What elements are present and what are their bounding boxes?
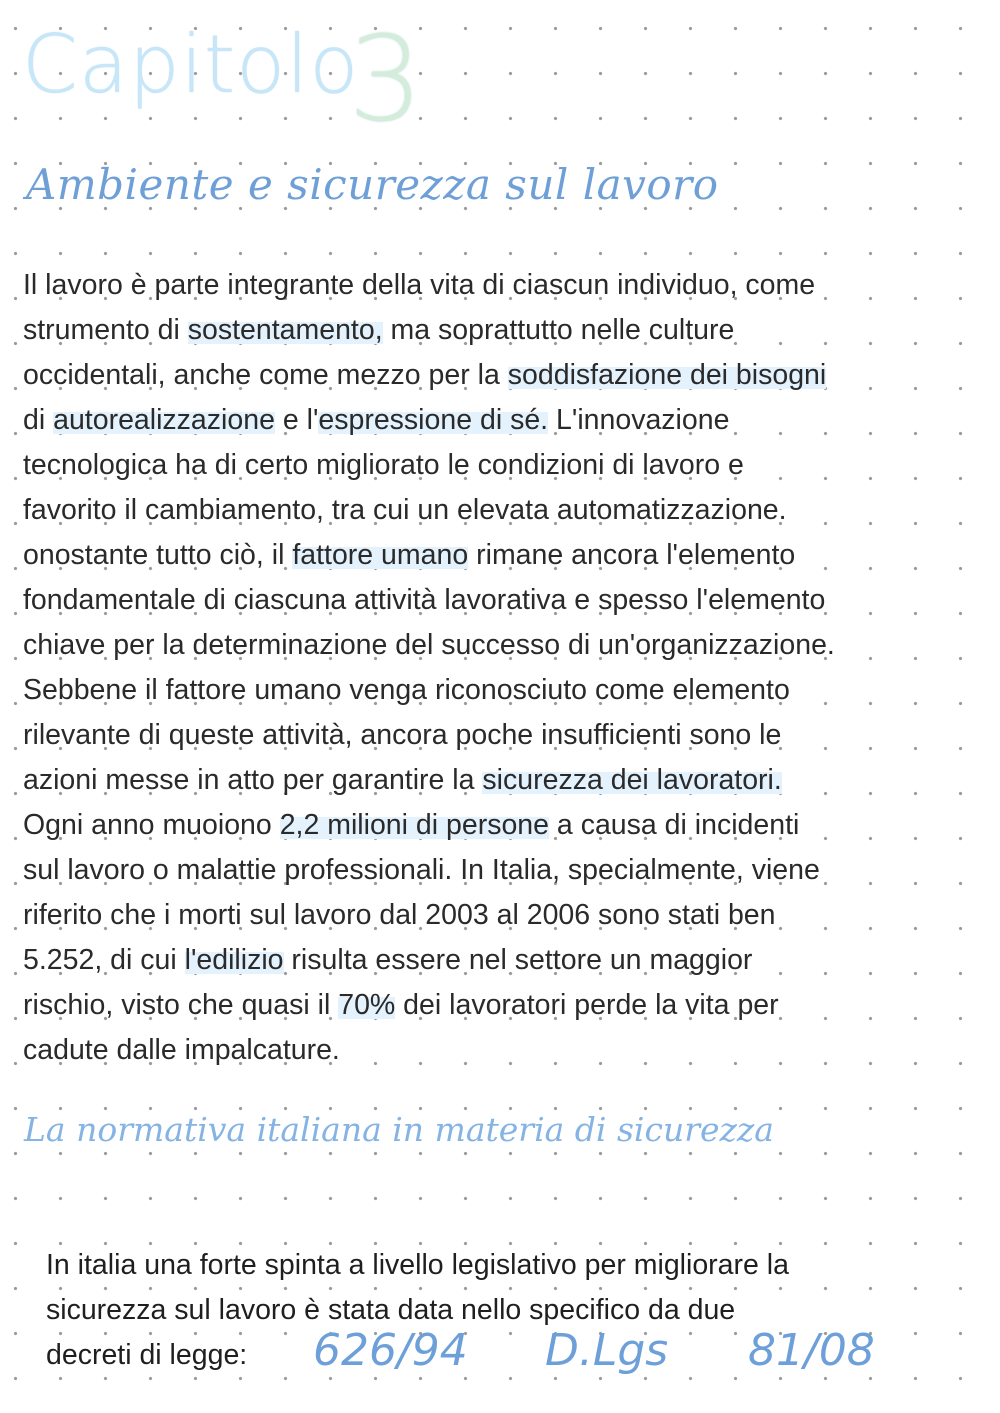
law-reference-dlgs: D.Lgs	[545, 1325, 669, 1376]
body-line	[23, 893, 983, 938]
highlighted-text: sostentamento,	[187, 314, 383, 346]
text-segment: favorito il cambiamento, tra cui un elevata automatizzazione.	[23, 494, 787, 526]
text-segment: dei lavoratori perde la vita per	[395, 989, 779, 1021]
chapter-number: 3	[348, 10, 424, 148]
text-segment: ma soprattutto nelle culture	[382, 314, 735, 346]
text-segment: azioni messe in atto per garantire la	[23, 764, 483, 796]
text-segment: sul lavoro o malattie professionali. In Italia, specialmente, viene	[23, 854, 820, 886]
body-line	[23, 398, 983, 443]
highlighted-text: 2,2 milioni di persone	[279, 809, 550, 841]
body-line	[23, 623, 983, 668]
highlighted-text: sicurezza dei lavoratori.	[482, 764, 782, 796]
highlighted-text: soddisfazione dei bisogni	[507, 359, 827, 391]
chapter-title: Capitolo	[22, 18, 360, 111]
text-segment: occidentali, anche come mezzo per la	[23, 359, 508, 391]
body-line	[23, 353, 983, 398]
body-line	[23, 263, 983, 308]
highlighted-text: l'edilizio	[184, 944, 284, 976]
body-line	[23, 983, 983, 1028]
text-segment: L'innovazione	[548, 404, 730, 436]
text-segment: chiave per la determinazione del successo di un'organizzazione.	[23, 629, 835, 661]
text-segment: tecnologica ha di certo migliorato le condizioni di lavoro e	[23, 449, 744, 481]
text-segment: rimane ancora l'elemento	[468, 539, 796, 571]
body-line	[23, 533, 983, 578]
text-segment: Il lavoro è parte integrante della vita di ciascun individuo, come	[23, 269, 816, 301]
law-reference-626-94: 626/94	[313, 1325, 468, 1376]
body-line	[23, 443, 983, 488]
highlighted-text: espressione di sé.	[318, 404, 549, 436]
text-segment: rilevante di queste attività, ancora poche insufficienti sono le	[23, 719, 782, 751]
body-line	[23, 578, 983, 623]
chapter-subtitle: Ambiente e sicurezza sul lavoro	[26, 160, 719, 209]
text-segment: fondamentale di ciascuna attività lavorativa e spesso l'elemento	[23, 584, 826, 616]
body-line	[23, 488, 983, 533]
body-line	[23, 758, 983, 803]
body-line	[23, 848, 983, 893]
text-segment: Ogni anno muoiono	[23, 809, 280, 841]
text-segment: e l'	[274, 404, 319, 436]
body-line	[23, 308, 983, 353]
intro-line: In italia una forte spinta a livello legislativo per migliorare la	[46, 1249, 789, 1281]
intro-line: sicurezza sul lavoro è stata data nello specifico da due	[46, 1294, 736, 1326]
text-segment: rischio, visto che quasi il	[23, 989, 339, 1021]
text-segment: a causa di incidenti	[549, 809, 800, 841]
body-line	[23, 938, 983, 983]
text-segment: onostante tutto ciò, il	[23, 539, 293, 571]
highlighted-text: autorealizzazione	[53, 404, 275, 436]
body-paragraph	[23, 263, 983, 1073]
intro-line: decreti di legge:	[46, 1339, 248, 1371]
text-segment: Sebbene il fattore umano venga riconosciuto come elemento	[23, 674, 790, 706]
text-segment: di	[23, 404, 54, 436]
highlighted-text: fattore umano	[292, 539, 469, 571]
text-segment: cadute dalle impalcature.	[23, 1034, 340, 1066]
body-line	[23, 1028, 983, 1073]
text-segment: 5.252, di cui	[23, 944, 185, 976]
highlighted-text: 70%	[338, 989, 396, 1021]
section-title: La normativa italiana in materia di sicurezza	[24, 1110, 774, 1149]
text-segment: strumento di	[23, 314, 188, 346]
text-segment: riferito che i morti sul lavoro dal 2003 al 2006 sono stati ben	[23, 899, 776, 931]
body-line	[23, 668, 983, 713]
body-line	[23, 803, 983, 848]
text-segment: risulta essere nel settore un maggior	[283, 944, 753, 976]
law-reference-81-08: 81/08	[748, 1325, 875, 1376]
body-line	[23, 713, 983, 758]
